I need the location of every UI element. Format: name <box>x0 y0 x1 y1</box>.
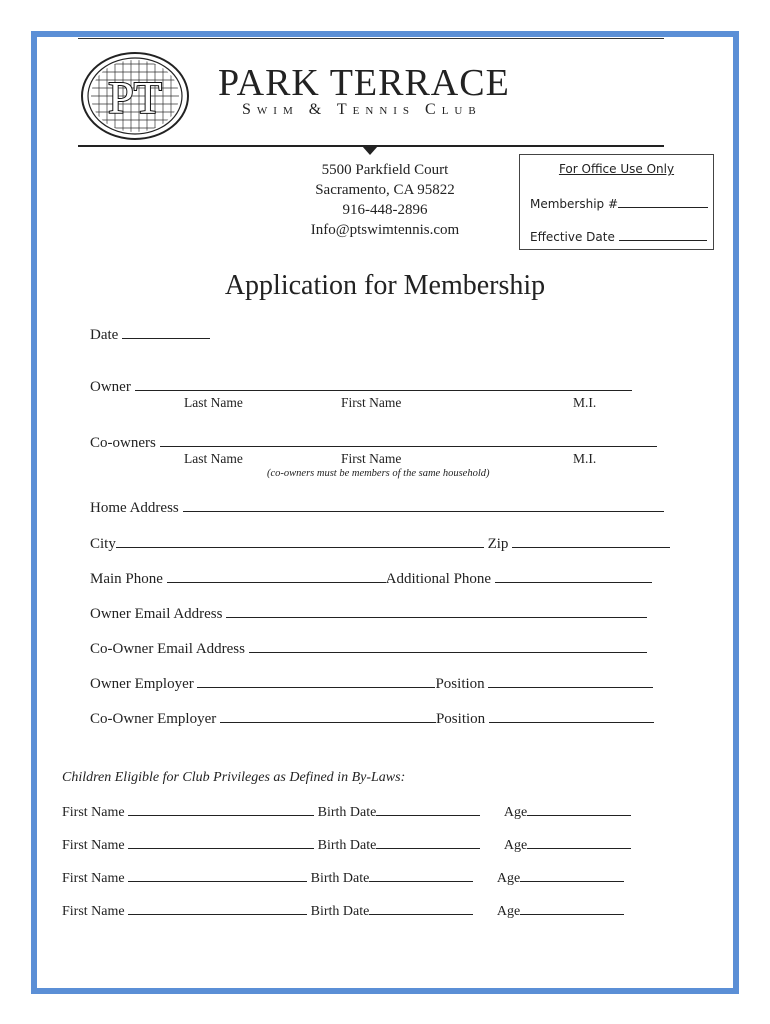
logo-monogram: PT <box>108 72 162 123</box>
owner-employer-field[interactable] <box>197 673 435 688</box>
child-first-name-label: First Name <box>62 838 125 853</box>
date-row <box>90 324 210 344</box>
home-address-label: Home Address <box>90 500 179 516</box>
child-birth-date-field[interactable] <box>376 836 480 849</box>
child-birth-date-label: Birth Date <box>310 871 370 886</box>
date-field[interactable] <box>122 324 210 339</box>
coowner-position-field[interactable] <box>489 708 654 723</box>
effective-date-row <box>530 228 707 244</box>
zip-label: Zip <box>487 536 509 552</box>
child-age-label: Age <box>496 871 521 886</box>
city-label: City <box>90 536 116 552</box>
coowners-label: Co-owners <box>90 435 156 451</box>
club-logo-icon <box>80 51 190 141</box>
child-first-name-label: First Name <box>62 805 125 820</box>
effective-date-field[interactable] <box>619 228 707 241</box>
owner-email-label: Owner Email Address <box>90 606 223 622</box>
home-address-field[interactable] <box>183 497 664 512</box>
membership-number-row <box>530 195 708 211</box>
main-phone-label: Main Phone <box>90 571 163 587</box>
child-age-field[interactable] <box>527 803 631 816</box>
date-label: Date <box>90 327 119 343</box>
child-first-name-label: First Name <box>62 871 125 886</box>
child-age-label: Age <box>503 805 528 820</box>
owner-first-name-caption: First Name <box>341 395 402 410</box>
child-row <box>62 902 624 920</box>
child-birth-date-label: Birth Date <box>317 805 377 820</box>
child-row <box>62 803 631 821</box>
child-birth-date-field[interactable] <box>376 803 480 816</box>
header-rule-marker <box>362 146 378 155</box>
child-age-label: Age <box>503 838 528 853</box>
owner-label: Owner <box>90 379 131 395</box>
child-first-name-field[interactable] <box>128 902 307 915</box>
city-zip-row <box>90 533 670 553</box>
owner-mi-caption: M.I. <box>573 395 597 410</box>
owner-employer-label: Owner Employer <box>90 676 194 692</box>
phone-row <box>90 568 652 588</box>
office-use-box <box>519 154 714 250</box>
child-first-name-field[interactable] <box>128 869 307 882</box>
address-street: 5500 Parkfield Court <box>321 162 449 178</box>
coowner-employer-row <box>90 708 654 728</box>
child-first-name-label: First Name <box>62 904 125 919</box>
address-phone: 916-448-2896 <box>342 202 428 218</box>
club-name: PARK TERRACE <box>218 62 510 104</box>
child-row <box>62 869 624 887</box>
membership-number-field[interactable] <box>618 195 708 208</box>
owner-employer-row <box>90 673 653 693</box>
club-subtitle: Swim & Tennis Club <box>242 101 482 118</box>
children-heading: Children Eligible for Club Privileges as Defined in By-Laws: <box>62 770 406 785</box>
additional-phone-label: Additional Phone <box>385 571 492 587</box>
zip-field[interactable] <box>512 533 670 548</box>
coowner-mi-caption: M.I. <box>573 451 597 466</box>
child-age-field[interactable] <box>520 902 624 915</box>
child-birth-date-field[interactable] <box>369 902 473 915</box>
coowner-employer-label: Co-Owner Employer <box>90 711 217 727</box>
city-field[interactable] <box>116 533 484 548</box>
owner-last-name-caption: Last Name <box>184 395 243 410</box>
office-use-heading: For Office Use Only <box>558 162 675 176</box>
membership-number-label: Membership # <box>530 197 619 211</box>
form-title: Application for Membership <box>224 270 546 301</box>
child-age-field[interactable] <box>527 836 631 849</box>
coowner-employer-field[interactable] <box>220 708 436 723</box>
owner-position-field[interactable] <box>488 673 653 688</box>
effective-date-label: Effective Date <box>530 230 615 244</box>
coowner-email-field[interactable] <box>249 638 647 653</box>
address-city-state-zip: Sacramento, CA 95822 <box>315 182 455 198</box>
main-phone-field[interactable] <box>167 568 386 583</box>
child-age-label: Age <box>496 904 521 919</box>
header-top-rule <box>78 38 664 39</box>
child-first-name-field[interactable] <box>128 803 314 816</box>
coowner-first-name-caption: First Name <box>341 451 402 466</box>
coowner-email-label: Co-Owner Email Address <box>90 641 245 657</box>
coowner-last-name-caption: Last Name <box>184 451 243 466</box>
child-birth-date-field[interactable] <box>369 869 473 882</box>
owner-position-label: Position <box>435 676 485 692</box>
home-address-row <box>90 497 664 517</box>
coowners-name-field[interactable] <box>160 432 657 447</box>
address-email: Info@ptswimtennis.com <box>310 222 460 238</box>
coowner-email-row <box>90 638 647 658</box>
coowners-row <box>90 432 657 452</box>
child-age-field[interactable] <box>520 869 624 882</box>
child-first-name-field[interactable] <box>128 836 314 849</box>
owner-row <box>90 376 632 396</box>
owner-name-field[interactable] <box>135 376 632 391</box>
owner-email-field[interactable] <box>226 603 647 618</box>
child-row <box>62 836 631 854</box>
child-birth-date-label: Birth Date <box>317 838 377 853</box>
additional-phone-field[interactable] <box>495 568 652 583</box>
owner-email-row <box>90 603 647 623</box>
coowner-position-label: Position <box>435 711 486 727</box>
coowner-household-note: (co-owners must be members of the same household) <box>267 468 490 479</box>
child-birth-date-label: Birth Date <box>310 904 370 919</box>
club-address-block <box>260 160 510 240</box>
